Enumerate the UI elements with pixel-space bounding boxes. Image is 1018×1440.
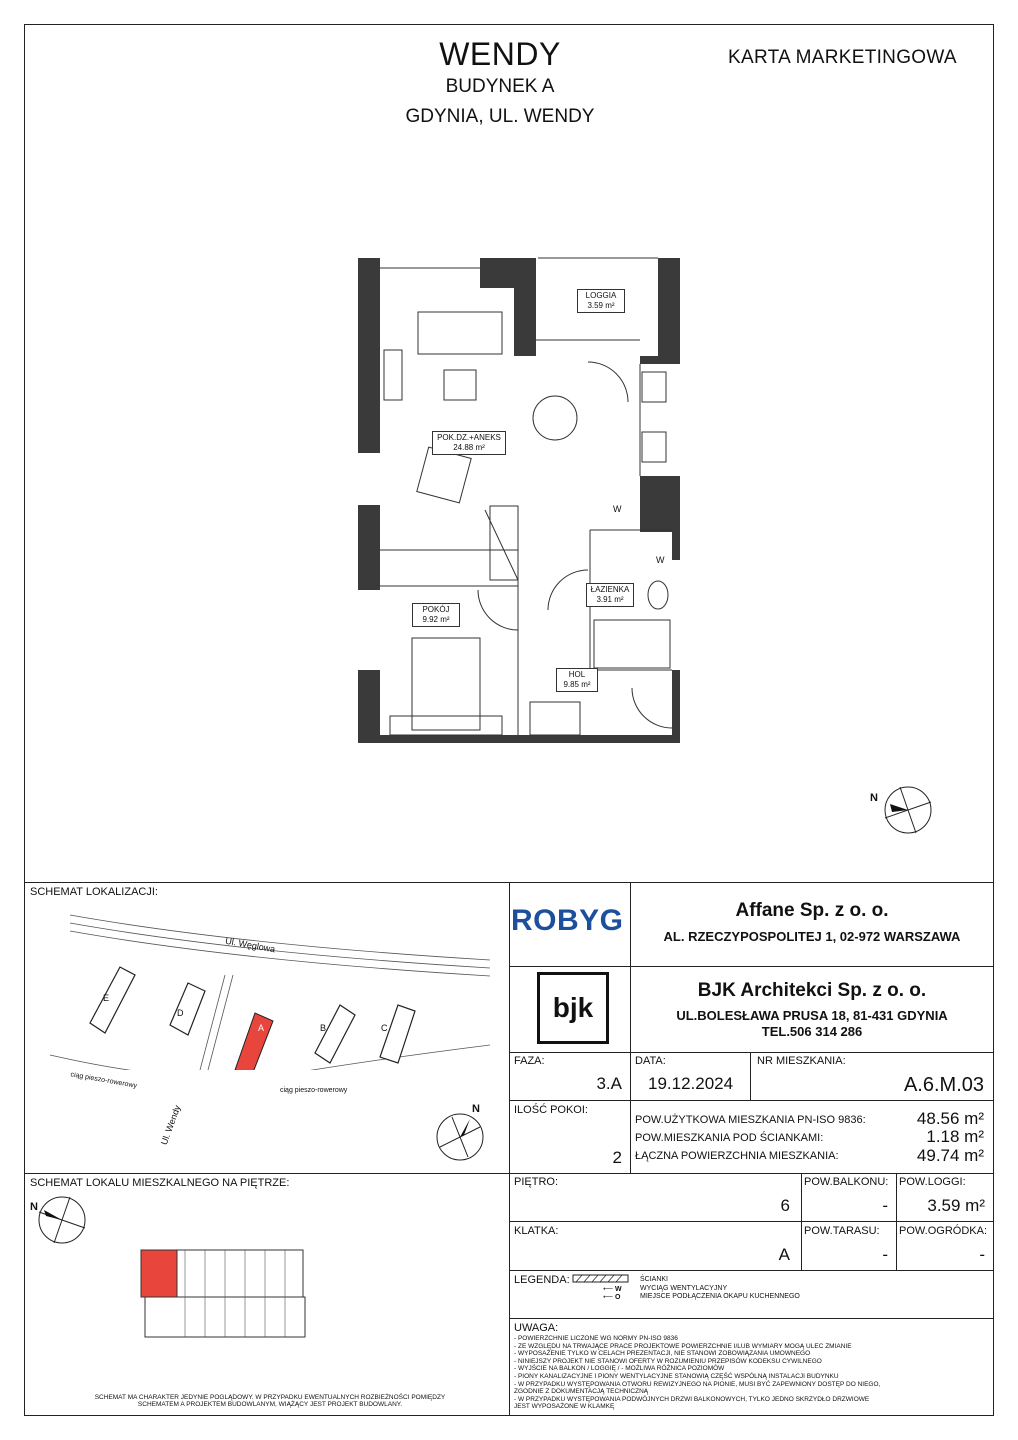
balcony-value: - <box>882 1196 888 1215</box>
total-area-value: 49.74 m² <box>916 1146 984 1165</box>
building-label: B <box>320 1023 327 1033</box>
room-name: POKÓJ <box>422 605 450 614</box>
north-label: N <box>30 1201 38 1213</box>
arrow-o-icon: ⟵ O <box>603 1294 621 1301</box>
path-label: ciąg pieszo-rowerowy <box>69 1071 138 1090</box>
path-label: ciąg pieszo-rowerowy <box>280 1087 348 1094</box>
w-marker: W <box>614 1286 622 1293</box>
room-label-bathroom <box>586 583 634 607</box>
notes-label: UWAGA: <box>514 1322 559 1334</box>
note-item: - WYPOSAŻENIE TYLKO W CELACH PREZENTACJI, NIE STANOWI ZOBOWIĄZANIA UMOWNEGO <box>514 1350 811 1358</box>
floor-scheme-label: SCHEMAT LOKALU MIESZKALNEGO NA PIĘTRZE: <box>30 1177 290 1189</box>
faza-label: FAZA: <box>514 1055 545 1067</box>
apt-number-value: A.6.M.03 <box>903 1074 984 1096</box>
street-name: Ul. Wendy <box>158 1103 183 1147</box>
loggia-value: 3.59 m² <box>927 1196 985 1215</box>
terrace-label: POW.TARASU: <box>804 1225 880 1237</box>
note-item: - NINIEJSZY PROJEKT NIE STANOWI OFERTY W ROZUMIENIU PRZEPISÓW KODEKSU CYWILNEGO <box>514 1357 822 1365</box>
bjk-logo: bjk <box>537 972 609 1044</box>
room-area: 3.59 m² <box>587 301 615 310</box>
building-label: D <box>177 1008 184 1018</box>
building-label: A <box>258 1023 265 1033</box>
garden-value: - <box>979 1245 985 1264</box>
investor-address: AL. RZECZYPOSPOLITEJ 1, 02-972 WARSZAWA <box>663 929 961 944</box>
total-area-label: ŁĄCZNA POWIERZCHNIA MIESZKANIA: <box>635 1150 839 1162</box>
room-label-living <box>432 431 506 455</box>
room-label-hall <box>556 668 598 692</box>
architect-phone: TEL.506 314 286 <box>761 1024 863 1039</box>
notes-list <box>514 1335 984 1411</box>
project-address: GDYNIA, UL. WENDY <box>405 106 595 127</box>
north-label: N <box>472 1103 480 1115</box>
compass-icon <box>430 1105 490 1165</box>
garden-label: POW.OGRÓDKA: <box>899 1225 988 1237</box>
building-label: C <box>381 1023 388 1033</box>
faza-value: 3.A <box>596 1074 622 1093</box>
note-item: - ZE WZGLĘDU NA TRWAJĄCE PRACE PROJEKTOWE POWIERZCHNIE I/LUB WYMIARY MOGĄ ULEC ZMIANIE <box>514 1342 852 1350</box>
disclaimer-line: SCHEMATEM A PROJEKTEM BUDOWLANYM, WIĄŻĄCY JEST PROJEKT BUDOWLANY. <box>137 1401 403 1408</box>
note-item: JEST WYPOSAŻONE W KLAMKĘ <box>514 1403 615 1411</box>
compass-icon <box>30 1192 100 1248</box>
o-marker: O <box>614 1294 621 1301</box>
floor-value: 6 <box>780 1196 790 1215</box>
room-name: LOGGIA <box>585 291 617 300</box>
building-label: E <box>103 993 110 1003</box>
building-name: BUDYNEK A <box>445 76 555 97</box>
room-name: POK.DZ.+ANEKS <box>437 433 501 442</box>
architect-name: BJK Architekci Sp. z o. o. <box>697 980 927 1001</box>
arrow-w-icon: ⟵ W <box>603 1286 622 1293</box>
room-label-bedroom <box>412 603 460 627</box>
project-title: WENDY <box>439 36 561 72</box>
disclaimer-line: SCHEMAT MA CHARAKTER JEDYNIE POGLĄDOWY. W PRZYPADKU EWENTUALNYCH ROZBIEŻNOŚCI POMIĘDZY <box>94 1394 446 1401</box>
ventilation-marker: W <box>613 504 622 514</box>
legend-item: ŚCIANKI <box>640 1276 669 1283</box>
location-map <box>40 905 500 1070</box>
apartment-floor-plan <box>340 250 700 760</box>
legend-item: MIEJSCE PODŁĄCZENIA OKAPU KUCHENNEGO <box>640 1293 800 1300</box>
room-area: 24.88 m² <box>453 443 485 452</box>
rooms-value: 2 <box>612 1148 622 1167</box>
usable-area-value: 48.56 m² <box>916 1109 984 1128</box>
rooms-label: ILOŚĆ POKOI: <box>514 1104 588 1116</box>
terrace-value: - <box>882 1245 888 1264</box>
date-label: DATA: <box>635 1055 666 1067</box>
legend-label: LEGENDA: <box>514 1274 570 1286</box>
street-name: Ul. Węglowa <box>224 935 277 955</box>
investor-name: Affane Sp. z o. o. <box>735 900 889 921</box>
architect-address: UL.BOLESŁAWA PRUSA 18, 81-431 GDYNIA <box>676 1008 948 1023</box>
location-scheme-label: SCHEMAT LOKALIZACJI: <box>30 886 158 898</box>
note-item: - PIONY KANALIZACYJNE I PIONY WENTYLACYJNE STANOWIĄ CZĘŚĆ WSPÓLNĄ INSTALACJI BUDYNKU <box>514 1372 839 1380</box>
room-label-loggia <box>577 289 625 313</box>
note-item: - POWIERZCHNIE LICZONE WG NORMY PN-ISO 9836 <box>514 1335 678 1342</box>
floor-label: PIĘTRO: <box>514 1176 559 1188</box>
stairwell-label: KLATKA: <box>514 1225 559 1237</box>
robyg-logo: ROBYG <box>511 904 624 937</box>
room-area: 9.85 m² <box>563 680 591 689</box>
room-name: HOL <box>568 670 586 679</box>
legend-item: WYCIĄG WENTYLACYJNY <box>640 1285 728 1292</box>
room-area: 9.92 m² <box>422 615 450 624</box>
floor-scheme-map <box>135 1245 315 1340</box>
balcony-label: POW.BALKONU: <box>804 1176 889 1188</box>
note-item: - WYJŚCIE NA BALKON / LOGGIĘ / - MOŻLIWA RÓŻNICA POZIOMÓW <box>514 1365 725 1373</box>
note-item: - W PRZYPADKU WYSTĘPOWANIA PODWÓJNYCH DRZWI BALKONOWYCH, TYLKO JEDNO SKRZYDŁO DRZWIOWE <box>514 1395 870 1403</box>
ventilation-marker: W <box>656 555 665 565</box>
apt-number-label: NR MIESZKANIA: <box>757 1055 846 1067</box>
room-name: ŁAZIENKA <box>590 585 630 594</box>
note-item: - W PRZYPADKU WYSTĘPOWANIA OTWORU REWIZYJNEGO NA PIONIE, MUSI BYĆ ZAPEWNIONY DOSTĘP DO NIEGO, <box>514 1380 881 1388</box>
note-item: ZGODNIE Z DOKUMENTACJĄ TECHNICZNĄ <box>514 1388 649 1396</box>
compass-icon <box>868 782 938 840</box>
loggia-label: POW.LOGGI: <box>899 1176 966 1188</box>
under-walls-area-label: POW.MIESZKANIA POD ŚCIANKAMI: <box>635 1132 824 1144</box>
disclaimer <box>30 1394 510 1408</box>
card-type: KARTA MARKETINGOWA <box>728 47 957 68</box>
stairwell-value: A <box>778 1245 790 1264</box>
wall-hatch-icon <box>572 1274 630 1284</box>
date-value: 19.12.2024 <box>648 1074 734 1093</box>
usable-area-label: POW.UŻYTKOWA MIESZKANIA PN-ISO 9836: <box>635 1114 866 1126</box>
under-walls-area-value: 1.18 m² <box>926 1127 984 1146</box>
room-area: 3.91 m² <box>596 595 624 604</box>
north-label: N <box>870 792 878 804</box>
